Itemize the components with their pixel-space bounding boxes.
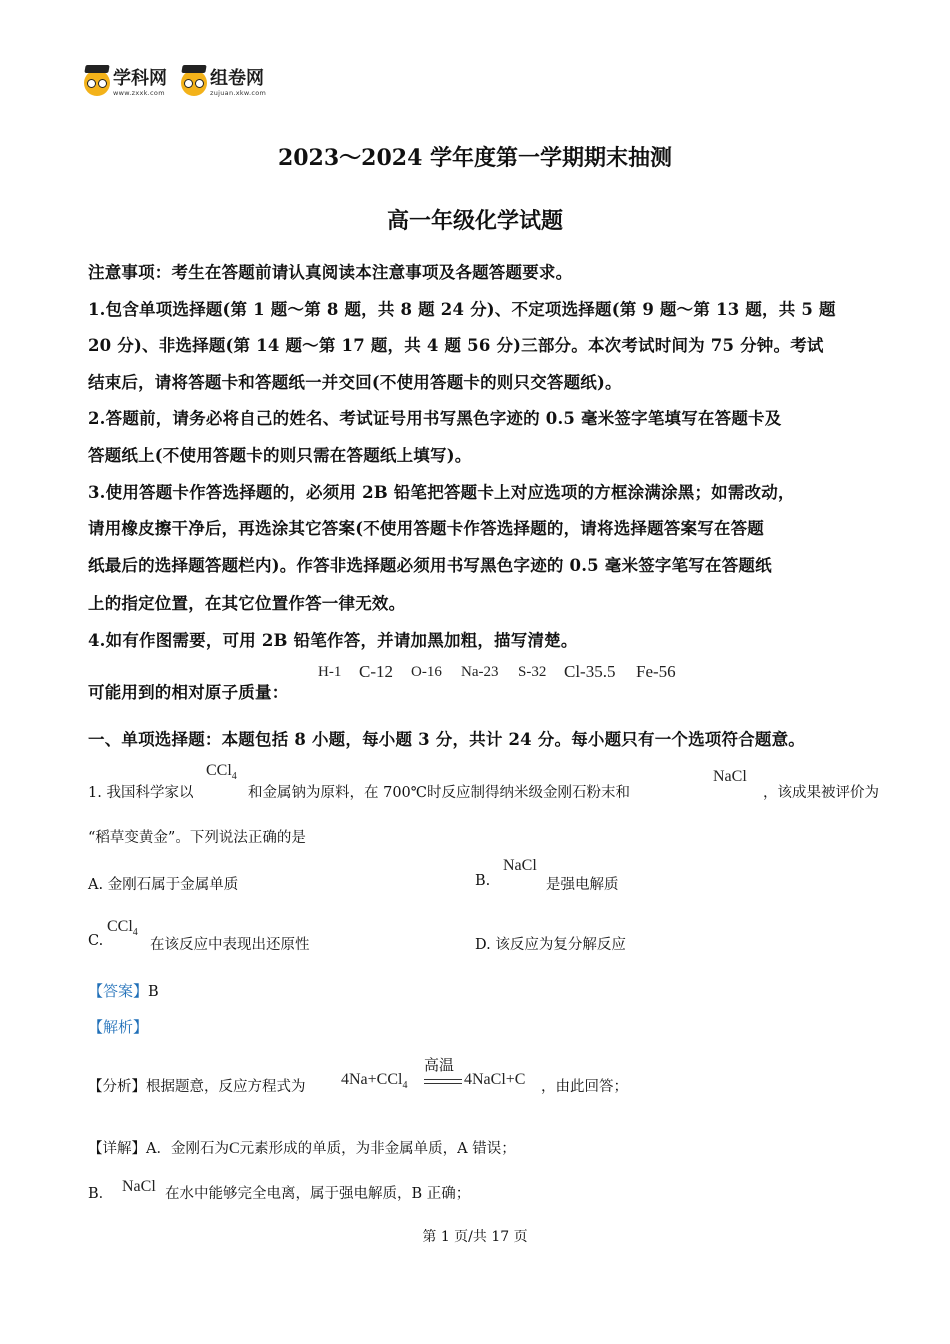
atomic-mass-s: S-32 bbox=[518, 664, 547, 680]
q1-text-line2: “稻草变黄金”。下列说法正确的是 bbox=[88, 830, 306, 846]
atomic-mass-o: O-16 bbox=[411, 664, 442, 680]
logo-name: 学科网 bbox=[113, 68, 167, 89]
notice-line: 1.包含单项选择题(第 1 题～第 8 题，共 8 题 24 分)、不定项选择题(第 9 题～第 13 题，共 5 题 bbox=[88, 300, 836, 319]
atomic-mass-cl: Cl-35.5 bbox=[564, 662, 616, 681]
q1-option-c-label: C. bbox=[88, 933, 104, 949]
atomic-mass-h: H-1 bbox=[318, 664, 342, 680]
answer-value: B bbox=[148, 984, 159, 1000]
logo-url: zujuan.xkw.com bbox=[210, 89, 267, 97]
fenxi-tag: 【分析】 bbox=[88, 1079, 146, 1095]
notice-heading: 注意事项：考生在答题前请认真阅读本注意事项及各题答题要求。 bbox=[88, 263, 573, 282]
analysis-tag: 【解析】 bbox=[88, 1018, 149, 1036]
q1-text-part3: ，该成果被评价为 bbox=[763, 785, 879, 801]
notice-line: 上的指定位置，在其它位置作答一律无效。 bbox=[88, 594, 406, 613]
detail-a: 【详解】A．金刚石为C元素形成的单质，为非金属单质，A 错误； bbox=[88, 1140, 516, 1157]
q1-option-c-formula: CCl$_4$ bbox=[107, 918, 138, 938]
owl-mascot-icon bbox=[181, 70, 207, 96]
logo-xuekewang[interactable] bbox=[84, 70, 167, 97]
q1-option-b-label: B. bbox=[475, 873, 491, 889]
q1-option-d: D. 该反应为复分解反应 bbox=[475, 937, 626, 953]
q1-formula-nacl: NaCl bbox=[713, 768, 747, 785]
notice-line: 20 分)、非选择题(第 14 题～第 17 题，共 4 题 56 分)三部分。本次考试时间为 75 分钟。考试 bbox=[88, 336, 824, 355]
page-number: 第 1 页/共 17 页 bbox=[422, 1229, 528, 1245]
notice-line: 纸最后的选择题答题栏内)。作答非选择题必须用书写黑色字迹的 0.5 毫米签字笔写在答题纸 bbox=[88, 556, 772, 575]
equation-equals bbox=[424, 1079, 462, 1084]
fenxi-tail: ，由此回答； bbox=[541, 1079, 628, 1095]
equation-condition: 高温 bbox=[424, 1056, 455, 1074]
logo-name: 组卷网 bbox=[210, 68, 264, 89]
q1-option-c-text: 在该反应中表现出还原性 bbox=[150, 937, 310, 953]
equation-left: 4Na+CCl$_4$ bbox=[341, 1071, 408, 1091]
header-logos bbox=[84, 70, 280, 97]
logo-url: www.zxxk.com bbox=[113, 89, 165, 97]
notice-line: 请用橡皮擦干净后，再选涂其它答案(不使用答题卡作答选择题的，请将选择题答案写在答题 bbox=[88, 519, 765, 538]
owl-mascot-icon bbox=[84, 70, 110, 96]
atomic-mass-na: Na-23 bbox=[461, 664, 499, 680]
detail-b-label: B． bbox=[88, 1186, 114, 1202]
detail-b-formula: NaCl bbox=[122, 1178, 156, 1195]
notice-line: 4.如有作图需要，可用 2B 铅笔作答，并请加黑加粗，描写清楚。 bbox=[88, 631, 578, 650]
atomic-mass-c: C-12 bbox=[359, 662, 393, 681]
q1-formula-ccl4: CCl$_4$ bbox=[206, 762, 237, 782]
detail-tag: 【详解】 bbox=[88, 1141, 146, 1157]
q1-text-part1: 1. 我国科学家以 bbox=[88, 785, 194, 801]
q1-text-part2: 和金属钠为原料，在 700℃时反应制得纳米级金刚石粉末和 bbox=[248, 785, 631, 801]
logo-zujuanwang[interactable] bbox=[181, 70, 266, 97]
notice-line: 2.答题前，请务必将自己的姓名、考试证号用书写黑色字迹的 0.5 毫米签字笔填写在答题卡及 bbox=[88, 409, 782, 428]
fenxi-line bbox=[88, 1075, 306, 1096]
equation-right: 4NaCl+C bbox=[464, 1071, 526, 1088]
fenxi-text: 根据题意，反应方程式为 bbox=[146, 1079, 306, 1095]
atomic-mass-fe: Fe-56 bbox=[636, 662, 676, 681]
section-heading: 一、单项选择题：本题包括 8 小题，每小题 3 分，共计 24 分。每小题只有一个选项符合题意。 bbox=[88, 730, 805, 749]
exam-subtitle: 高一年级化学试题 bbox=[386, 208, 563, 234]
notice-line: 3.使用答题卡作答选择题的，必须用 2B 铅笔把答题卡上对应选项的方框涂满涂黑；如需改动， bbox=[88, 483, 795, 502]
exam-title: 2023～2024 学年度第一学期期末抽测 bbox=[277, 145, 673, 171]
answer-row bbox=[88, 980, 159, 1001]
q1-option-a: A. 金刚石属于金属单质 bbox=[88, 877, 239, 893]
notice-line: 结束后，请将答题卡和答题纸一并交回(不使用答题卡的则只交答题纸)。 bbox=[88, 373, 622, 392]
q1-option-b-formula: NaCl bbox=[503, 857, 537, 874]
q1-option-b-text: 是强电解质 bbox=[546, 877, 619, 893]
answer-tag: 【答案】 bbox=[88, 982, 149, 1000]
atomic-mass-label: 可能用到的相对原子质量： bbox=[88, 683, 289, 702]
detail-b-text: 在水中能够完全电离，属于强电解质，B 正确； bbox=[165, 1186, 471, 1202]
notice-line: 答题纸上(不使用答题卡的则只需在答题纸上填写)。 bbox=[88, 446, 472, 465]
